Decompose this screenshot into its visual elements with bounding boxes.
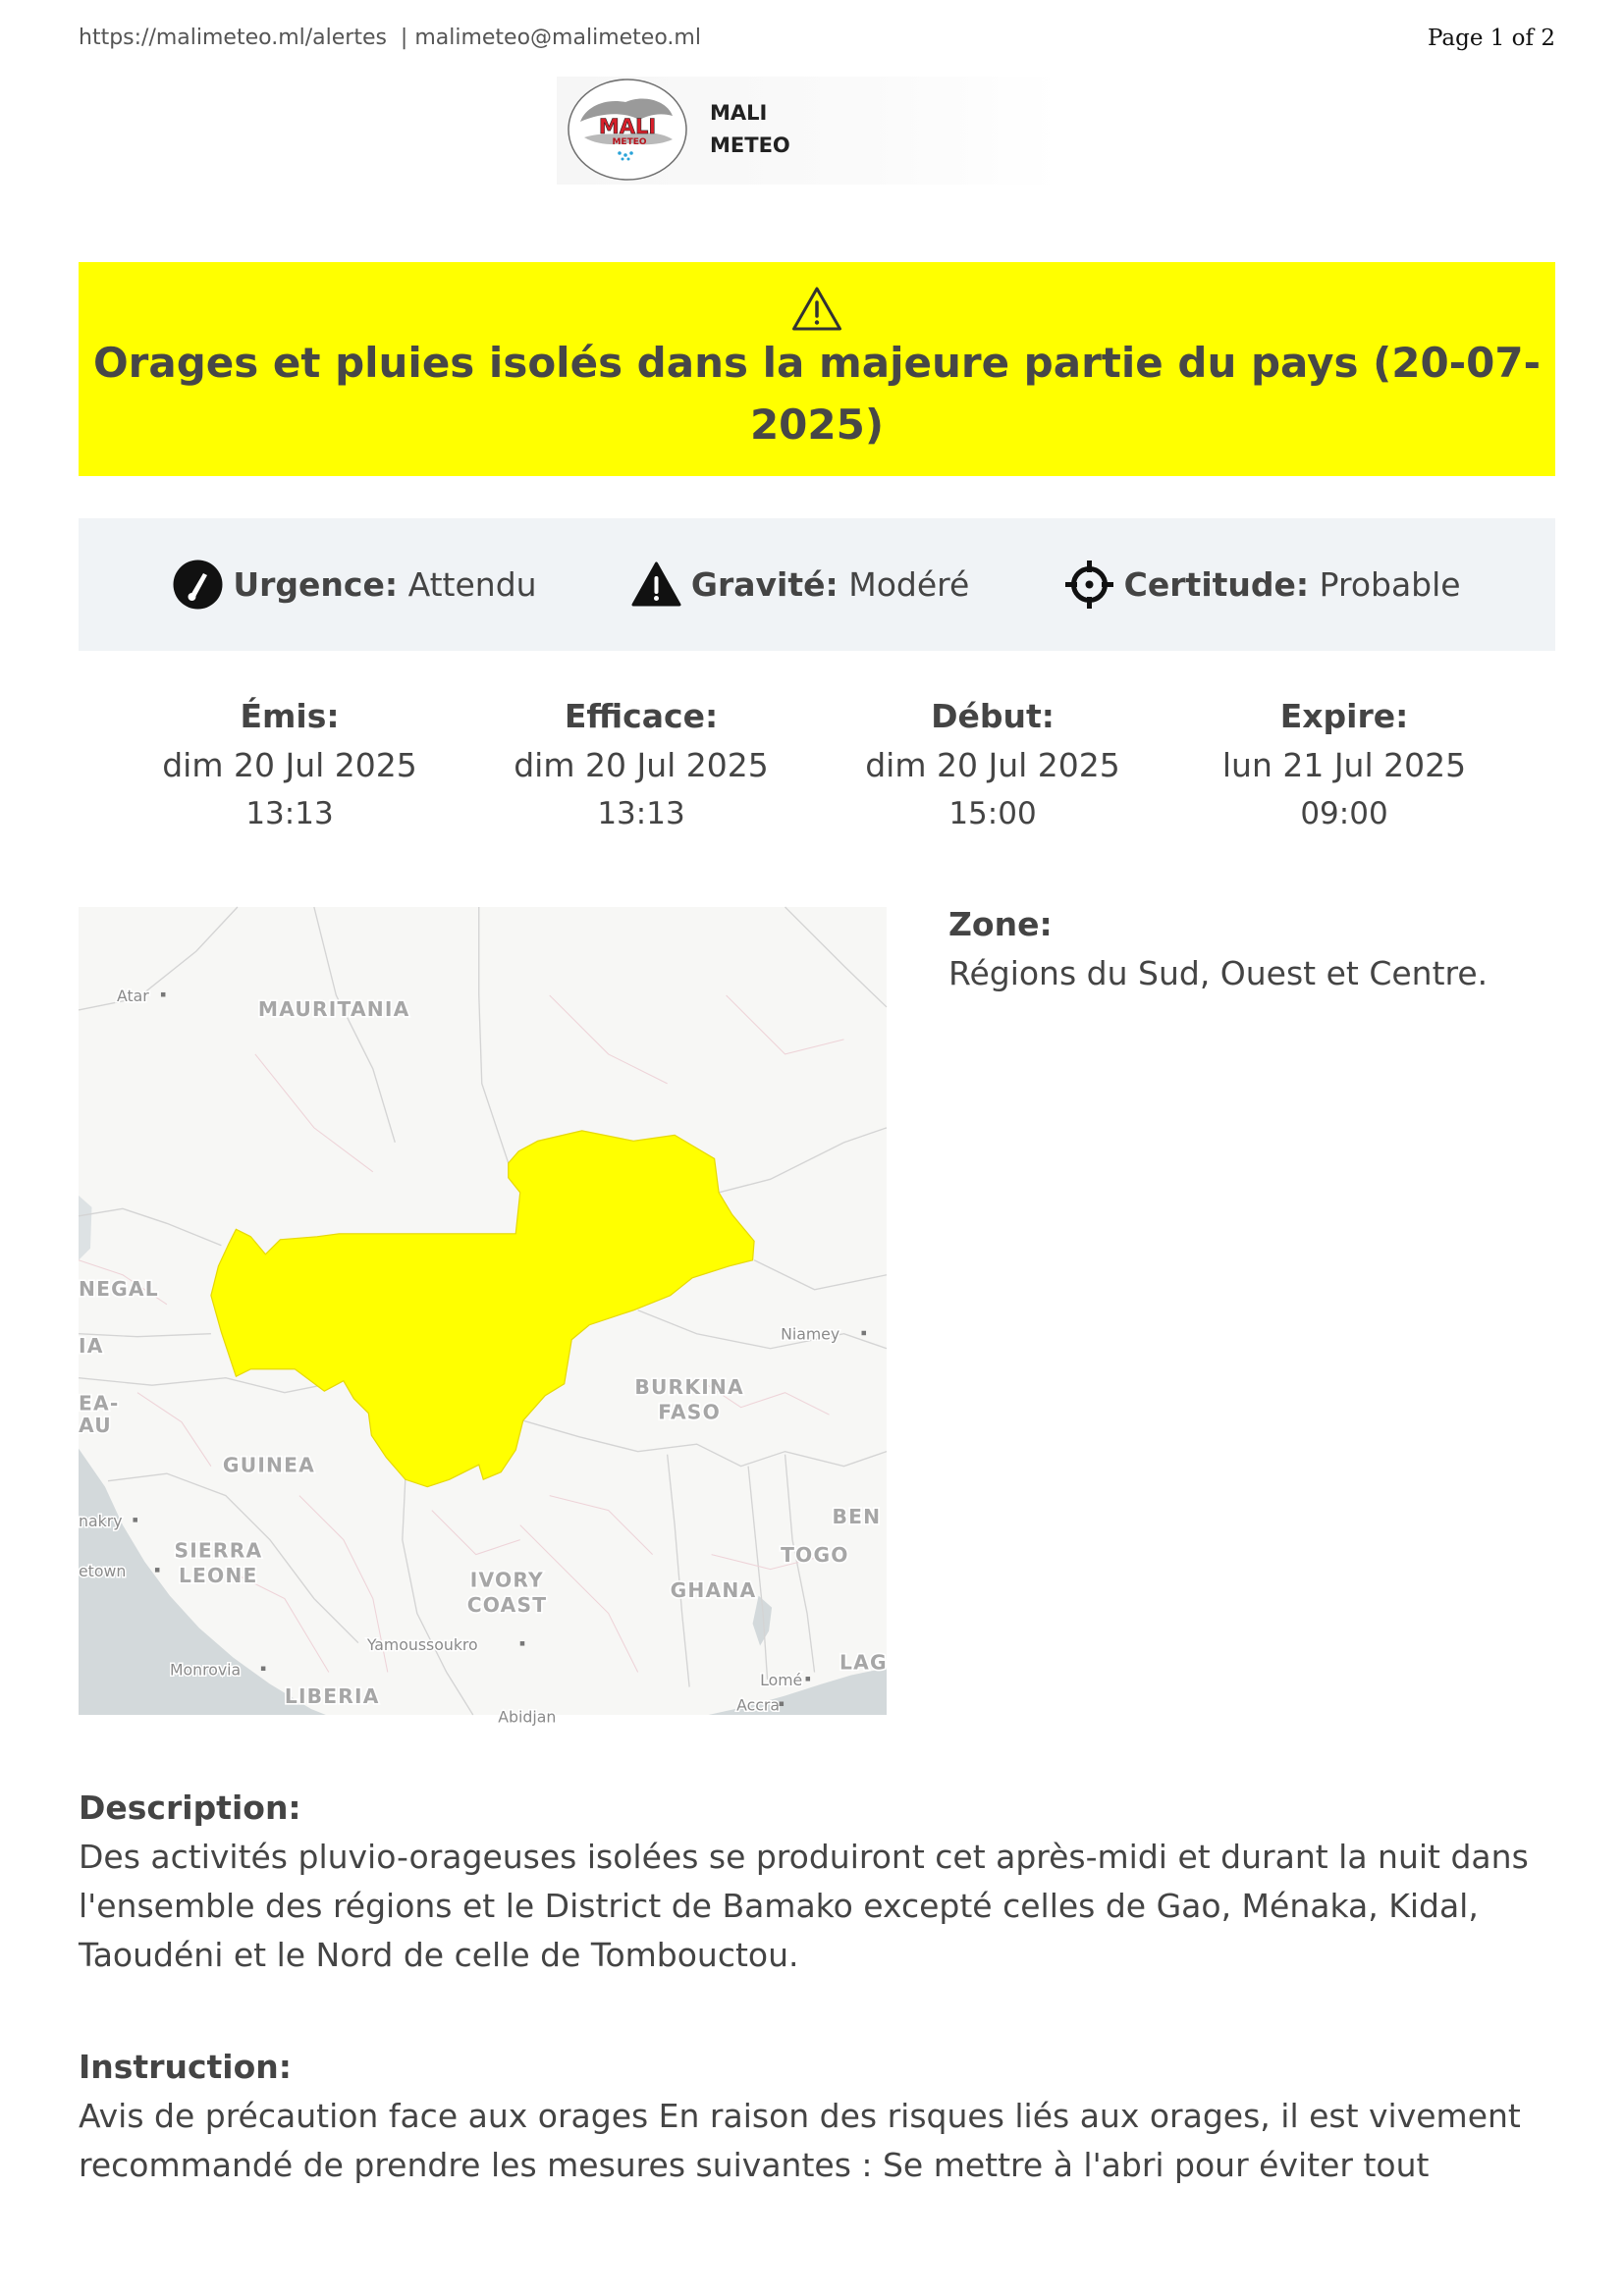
map-label-atar: Atar bbox=[116, 986, 149, 1005]
map-label-guinea-bissau-1: EA- bbox=[79, 1391, 120, 1415]
date-day: dim 20 Jul 2025 bbox=[514, 746, 769, 784]
city-dot bbox=[862, 1331, 866, 1335]
description-label: Description: bbox=[79, 1789, 301, 1827]
map-label-togo: TOGO bbox=[781, 1543, 849, 1568]
map-label-gambia: IA bbox=[79, 1334, 104, 1359]
date-label: Émis: bbox=[240, 697, 340, 735]
alert-title: Orages et pluies isolés dans la majeure partie du pays (20-07-2025) bbox=[92, 339, 1542, 449]
map-label-abidjan: Abidjan bbox=[498, 1707, 557, 1727]
property-certainty bbox=[1064, 560, 1461, 610]
description-section bbox=[79, 1784, 1555, 1980]
city-dot bbox=[780, 1702, 784, 1706]
instruction-section bbox=[79, 2043, 1555, 2190]
map-label-guinea: GUINEA bbox=[222, 1453, 316, 1477]
map-label-ghana: GHANA bbox=[670, 1578, 757, 1603]
property-severity bbox=[631, 560, 969, 610]
emblem-text-meteo: METEO bbox=[612, 137, 647, 147]
date-day: dim 20 Jul 2025 bbox=[865, 746, 1120, 784]
gauge-icon bbox=[173, 560, 223, 610]
alert-banner bbox=[79, 262, 1555, 476]
map-label-sierra-leone-1: SIERRA bbox=[174, 1538, 263, 1563]
warning-icon bbox=[631, 560, 681, 610]
zone-value: Régions du Sud, Ouest et Centre. bbox=[948, 954, 1489, 992]
date-label: Expire: bbox=[1279, 697, 1409, 735]
logo-wordmark-line1: MALI bbox=[710, 101, 768, 125]
instruction-label: Instruction: bbox=[79, 2048, 292, 2086]
instruction-text: Avis de précaution face aux orages En raison des risques liés aux orages, il est vivement recommandé de prendre les mesures suivantes : Se mettre à l'abri pour éviter tout bbox=[79, 2097, 1521, 2184]
city-dot bbox=[133, 1518, 136, 1522]
date-onset bbox=[817, 692, 1168, 837]
property-value: Probable bbox=[1319, 564, 1461, 604]
date-time: 13:13 bbox=[597, 796, 685, 831]
date-effective bbox=[465, 692, 817, 837]
logo-wordmark-line2: METEO bbox=[710, 133, 790, 157]
logo-emblem-icon bbox=[557, 77, 704, 185]
map-label-niamey: Niamey bbox=[781, 1324, 840, 1344]
map-label-monrovia: Monrovia bbox=[169, 1660, 242, 1680]
map-label-liberia: LIBERIA bbox=[284, 1684, 380, 1709]
map-label-benin: BEN bbox=[832, 1505, 882, 1529]
zone-section bbox=[948, 900, 1555, 998]
zone-label: Zone: bbox=[948, 905, 1053, 943]
city-dot bbox=[161, 992, 165, 996]
warning-triangle-icon bbox=[791, 286, 842, 332]
date-time: 09:00 bbox=[1300, 796, 1388, 831]
map-label-conakry: nakry bbox=[79, 1512, 123, 1531]
map-label-sierra-leone-2: LEONE bbox=[178, 1564, 258, 1588]
map-label-accra: Accra bbox=[736, 1695, 780, 1715]
map-label-guinea-bissau-2: AU bbox=[79, 1414, 112, 1438]
property-urgency bbox=[173, 560, 536, 610]
property-label: Urgence: bbox=[233, 564, 399, 604]
map-canvas bbox=[79, 907, 888, 1727]
emblem-text-mali: MALI bbox=[598, 115, 657, 138]
description-text: Des activités pluvio-orageuses isolées se produiront cet après-midi et durant la nuit dans l'ensemble des régions et le District de Bamako excepté celles de Gao, Ménaka, Kidal, Taoudéni et le Nord de celle de Tombouctou. bbox=[79, 1838, 1529, 1974]
page-number: Page 1 of 2 bbox=[1427, 26, 1555, 51]
city-dot bbox=[520, 1641, 524, 1645]
date-label: Début: bbox=[931, 697, 1055, 735]
crosshair-icon bbox=[1064, 560, 1114, 610]
header-contact: https://malimeteo.ml/alertes | malimeteo@malimeteo.ml bbox=[79, 26, 701, 50]
map-label-ivory-coast-2: COAST bbox=[466, 1593, 548, 1618]
alert-dates bbox=[79, 692, 1555, 837]
city-dot bbox=[261, 1667, 265, 1671]
map-label-senegal: NEGAL bbox=[79, 1276, 159, 1301]
date-day: lun 21 Jul 2025 bbox=[1221, 746, 1467, 784]
map-label-lome: Lomé bbox=[760, 1671, 803, 1690]
date-label: Efficace: bbox=[564, 697, 719, 735]
date-time: 15:00 bbox=[948, 796, 1037, 831]
mali-meteo-logo bbox=[557, 77, 1060, 185]
map-label-ivory-coast-1: IVORY bbox=[469, 1568, 544, 1592]
date-issued bbox=[114, 692, 465, 837]
property-label: Gravité: bbox=[690, 564, 839, 604]
property-value: Modéré bbox=[848, 564, 970, 604]
date-time: 13:13 bbox=[245, 796, 334, 831]
alert-area-map bbox=[79, 907, 888, 1727]
map-label-burkina-faso-1: BURKINA bbox=[634, 1375, 744, 1400]
city-dot bbox=[155, 1568, 159, 1572]
map-label-yamoussoukro: Yamoussoukro bbox=[366, 1635, 478, 1655]
map-label-burkina-faso-2: FASO bbox=[658, 1400, 721, 1424]
property-label: Certitude: bbox=[1123, 564, 1310, 604]
city-dot bbox=[806, 1677, 810, 1681]
date-day: dim 20 Jul 2025 bbox=[162, 746, 417, 784]
map-label-lagos: LAG bbox=[839, 1650, 888, 1675]
property-value: Attendu bbox=[407, 564, 537, 604]
map-label-mauritania: MAURITANIA bbox=[257, 996, 410, 1021]
date-expires bbox=[1168, 692, 1520, 837]
alert-properties bbox=[79, 518, 1555, 651]
map-label-freetown: etown bbox=[79, 1562, 127, 1581]
